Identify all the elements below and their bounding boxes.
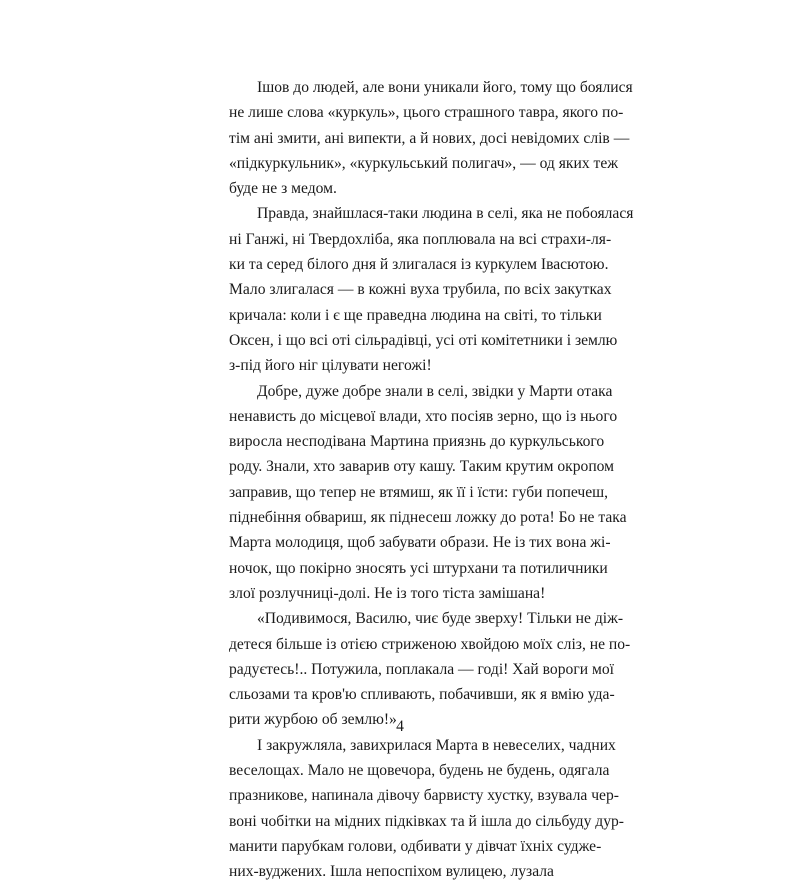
text-line: з-під його ніг цілувати негожі! xyxy=(229,357,432,375)
text-line: піднебіння обвариш, як піднесеш ложку до рота! Бо не така xyxy=(229,509,627,527)
page-number: 4 xyxy=(396,718,404,735)
text-line: Ішов до людей, але вони уникали його, тому що боялися xyxy=(257,79,633,96)
text-line: не лише слова «куркуль», цього страшного тавра, якого по- xyxy=(229,104,624,122)
body-text xyxy=(229,75,634,885)
text-line: них-вуджених. Ішла непоспіхом вулицею, лузала xyxy=(229,863,554,881)
text-line: ки та серед білого дня й злигалася із куркулем Івасютою. xyxy=(229,256,609,274)
text-line: манити парубкам голови, одбивати у дівчат їхніх судже- xyxy=(229,837,602,855)
text-line: рити журбою об землю!» xyxy=(229,711,397,729)
text-line: виросла несподівана Мартина приязнь до куркульського xyxy=(229,433,605,451)
text-line: детеся більше із отією стриженою хвойдою моїх сліз, не по- xyxy=(229,635,631,653)
text-line: Мало злигалася — в кожні вуха трубила, по всіх закутках xyxy=(229,281,612,299)
text-line: кричала: коли і є ще праведна людина на світі, то тільки xyxy=(229,306,602,324)
text-line: Правда, знайшлася-таки людина в селі, яка не побоялася xyxy=(257,205,634,223)
text-line: радуєтесь!.. Потужила, поплакала — годі! Хай вороги мої xyxy=(229,660,614,678)
paragraph xyxy=(229,75,633,201)
text-line: заправив, що тепер не втямиш, як її і їсти: губи попечеш, xyxy=(229,483,609,501)
text-line: І закружляла, завихрилася Марта в невеселих, чадних xyxy=(257,736,616,754)
paragraph xyxy=(229,733,624,885)
text-line: ночок, що покірно зносять усі штурхани та потиличники xyxy=(229,559,608,577)
text-line: веселощах. Мало не щовечора, будень не будень, одягала xyxy=(229,762,610,780)
text-line: воні чобітки на мідних підківках та й ішла до сільбуду дур- xyxy=(229,812,624,830)
paragraph xyxy=(229,606,631,732)
paragraph xyxy=(229,201,634,378)
text-line: Оксен, і що всі оті сільрадівці, усі оті комітетники і землю xyxy=(229,331,618,349)
text-line: злої розлучниці-долі. Не із того тіста замішана! xyxy=(229,584,546,602)
text-line: «Подивимося, Василю, чиє буде зверху! Тільки не діж- xyxy=(257,610,624,628)
text-line: тім ані змити, ані випекти, а й нових, досі невідомих слів — xyxy=(229,129,630,147)
text-line: сльозами та кров'ю спливають, побачивши, як я вмію уда- xyxy=(229,686,615,704)
text-line: «підкуркульник», «куркульський полигач», — од яких теж xyxy=(229,154,619,172)
text-line: роду. Знали, хто заварив оту кашу. Таким крутим окропом xyxy=(229,458,615,476)
text-line: Марта молодиця, щоб забувати образи. Не із тих вона жі- xyxy=(229,534,611,552)
text-line: ненависть до місцевої влади, хто посіяв зерно, що із нього xyxy=(229,407,618,425)
text-line: буде не з медом. xyxy=(229,180,337,198)
text-line: Добре, дуже добре знали в селі, звідки у Марти отака xyxy=(257,382,613,400)
text-line: ні Ганжі, ні Твердохліба, яка поплювала на всі страхи-ля- xyxy=(229,230,612,248)
text-line: празникове, напинала дівочу барвисту хустку, взувала чер- xyxy=(229,787,619,805)
paragraph xyxy=(229,379,627,607)
